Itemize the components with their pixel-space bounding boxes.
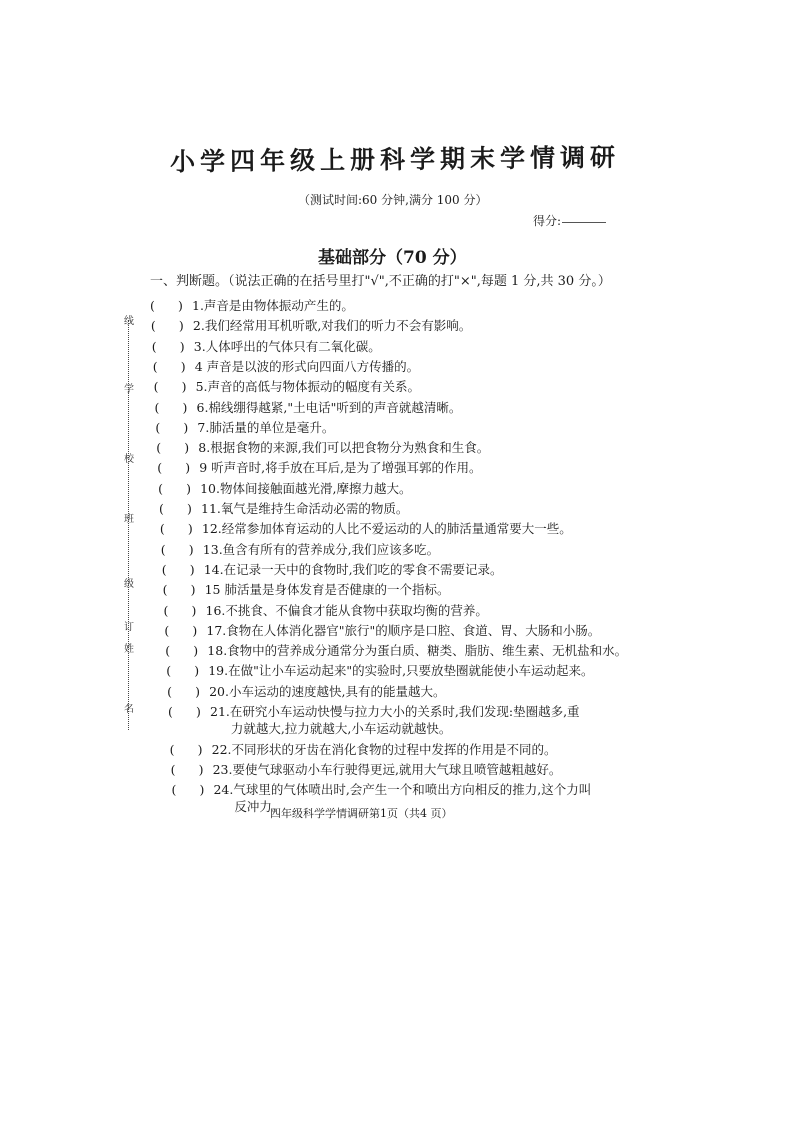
open-paren: ( (152, 358, 158, 374)
close-paren: ) (182, 399, 188, 415)
open-paren: ( (166, 663, 172, 679)
open-paren: ( (158, 480, 163, 496)
answer-parentheses[interactable] (164, 622, 206, 640)
close-paren: ) (185, 460, 191, 476)
question-row (170, 741, 557, 759)
question-row (171, 761, 562, 779)
close-paren: ) (181, 379, 187, 395)
question-text: 13.鱼含有所有的营养成分,我们应该多吃。 (202, 541, 440, 557)
close-paren: ) (191, 602, 197, 618)
score-blank[interactable] (562, 222, 606, 223)
binding-margin-char: 姓 (124, 644, 134, 655)
close-paren: ) (188, 541, 194, 557)
answer-parentheses[interactable] (158, 480, 200, 498)
question-row (162, 561, 503, 579)
question-text: 6.棉线绷得越紧,"土电话"听到的声音就越清晰。 (196, 399, 462, 415)
question-text: 24.气球里的气体喷出时,会产生一个和喷出方向相反的推力,这个力叫 (213, 782, 592, 798)
question-row (164, 622, 600, 640)
question-row (165, 642, 627, 660)
close-paren: ) (194, 663, 200, 679)
answer-parentheses[interactable] (167, 683, 209, 701)
question-text: 21.在研究小车运动快慢与拉力大小的关系时,我们发现:垫圈越多,重 (210, 704, 580, 719)
answer-parentheses[interactable] (171, 781, 213, 799)
open-paren: ( (151, 338, 157, 354)
open-paren: ( (160, 541, 166, 557)
answer-parentheses[interactable] (160, 520, 202, 538)
open-paren: ( (153, 379, 159, 395)
open-paren: ( (154, 399, 160, 415)
answer-parentheses[interactable] (165, 642, 207, 660)
section-heading: 基础部分（70 分） (318, 248, 467, 268)
open-paren: ( (169, 741, 175, 757)
close-paren: ) (195, 683, 200, 699)
open-paren: ( (159, 501, 164, 516)
open-paren: ( (161, 561, 167, 577)
question-row (157, 459, 481, 477)
question-row (153, 358, 419, 376)
answer-parentheses[interactable] (166, 662, 208, 680)
close-paren: ) (199, 782, 205, 798)
close-paren: ) (178, 318, 184, 334)
open-paren: ( (150, 298, 155, 313)
question-text: 19.在做"让小车运动起来"的实验时,只要放垫圈就能使小车运动起来。 (208, 663, 594, 679)
close-paren: ) (189, 561, 195, 577)
question-row (171, 781, 591, 799)
question-text-continuation: 反冲力。 (234, 799, 285, 815)
section-instruction: 一、判断题。（说法正确的在括号里打"√",不正确的打"×",每题 1 分,共 30 分。） (150, 274, 611, 289)
close-paren: ) (193, 643, 199, 659)
open-paren: ( (150, 318, 156, 334)
question-text: 3.人体呼出的气体只有二氧化碳。 (193, 338, 381, 354)
open-paren: ( (157, 460, 163, 476)
answer-parentheses[interactable] (152, 338, 194, 356)
question-text: 9 听声音时,将手放在耳后,是为了增强耳郭的作用。 (199, 460, 482, 476)
open-paren: ( (159, 521, 165, 537)
question-text: 7.肺活量的单位是毫升。 (197, 419, 335, 435)
answer-parentheses[interactable] (162, 561, 204, 579)
question-row (160, 520, 572, 538)
close-paren: ) (197, 741, 203, 757)
answer-parentheses[interactable] (151, 317, 193, 335)
question-text: 1.声音是由物体振动产生的。 (192, 298, 354, 313)
page-title: 小学四年级上册科学期末学情调研 (169, 142, 621, 177)
question-text-continuation: 力就越大,拉力就越大,小车运动就越快。 (230, 721, 452, 737)
binding-margin-char: 订 (124, 622, 134, 633)
close-paren: ) (183, 419, 189, 435)
close-paren: ) (178, 298, 183, 313)
close-paren: ) (196, 704, 201, 719)
answer-parentheses[interactable] (155, 419, 197, 437)
question-text: 20.小车运动的速度越快,具有的能量越大。 (209, 683, 446, 699)
open-paren: ( (168, 704, 173, 719)
open-paren: ( (163, 602, 169, 618)
close-paren: ) (180, 358, 186, 374)
answer-parentheses[interactable] (156, 439, 198, 457)
answer-parentheses[interactable] (161, 541, 203, 559)
open-paren: ( (165, 643, 171, 659)
open-paren: ( (167, 683, 172, 699)
question-text: 16.不挑食、不偏食才能从食物中获取均衡的营养。 (205, 602, 488, 618)
open-paren: ( (170, 761, 176, 777)
binding-margin-char: 学 (124, 384, 134, 395)
question-text: 15 肺活量是身体发育是否健康的一个指标。 (204, 582, 450, 598)
question-row (166, 662, 593, 680)
open-paren: ( (162, 582, 168, 598)
open-paren: ( (171, 782, 177, 798)
question-row (161, 541, 439, 559)
answer-parentheses[interactable] (171, 761, 213, 779)
question-row (163, 581, 450, 599)
binding-margin-char: 校 (124, 454, 134, 465)
question-text: 18.食物中的营养成分通常分为蛋白质、糖类、脂肪、维生素、无机盐和水。 (207, 643, 628, 659)
question-row (158, 480, 411, 498)
close-paren: ) (187, 501, 192, 516)
question-text: 11.氧气是维持生命活动必需的物质。 (201, 501, 409, 516)
answer-parentheses[interactable] (157, 459, 199, 477)
question-text: 17.食物在人体消化器官"旅行"的顺序是口腔、食道、胃、大肠和小肠。 (206, 622, 601, 638)
question-text: 14.在记录一天中的食物时,我们吃的零食不需要记录。 (203, 561, 503, 577)
binding-margin-char: 级 (124, 579, 134, 590)
open-paren: ( (155, 419, 161, 435)
exam-subtitle: （测试时间:60 分钟,满分 100 分） (298, 193, 488, 207)
open-paren: ( (156, 440, 162, 456)
close-paren: ) (190, 582, 196, 598)
answer-parentheses[interactable] (170, 741, 212, 759)
question-text: 4 声音是以波的形式向四面八方传播的。 (194, 358, 420, 374)
answer-parentheses[interactable] (155, 399, 197, 417)
answer-parentheses[interactable] (154, 378, 196, 396)
question-text: 8.根据食物的来源,我们可以把食物分为熟食和生食。 (198, 440, 490, 456)
question-text: 23.要使气球驱动小车行驶得更远,就用大气球且喷管越粗越好。 (212, 761, 562, 777)
question-row (167, 683, 445, 701)
open-paren: ( (164, 622, 170, 638)
question-row (151, 317, 471, 335)
close-paren: ) (187, 521, 193, 537)
close-paren: ) (192, 622, 198, 638)
close-paren: ) (179, 338, 185, 354)
question-row (154, 378, 420, 396)
question-row (152, 338, 381, 356)
question-text: 12.经常参加体育运动的人比不爱运动的人的肺活量通常要大一些。 (201, 521, 572, 537)
page-footer: 四年级科学学情调研第1页（共4 页） (270, 807, 453, 820)
question-row (155, 399, 462, 417)
question-row (150, 297, 354, 315)
question-row (164, 602, 488, 620)
question-text: 5.声音的高低与物体振动的幅度有关系。 (195, 379, 421, 395)
question-row (159, 500, 408, 518)
question-row (156, 439, 489, 457)
question-text: 10.物体间接触面越光滑,摩擦力越大。 (200, 480, 412, 496)
question-row (168, 703, 580, 721)
close-paren: ) (186, 480, 191, 496)
question-row (155, 419, 334, 437)
answer-parentheses[interactable] (163, 581, 205, 599)
binding-margin-char: 名 (124, 704, 134, 715)
binding-margin-char: 班 (124, 514, 134, 525)
question-text: 22.不同形状的牙齿在消化食物的过程中发挥的作用是不同的。 (211, 741, 557, 757)
close-paren: ) (198, 761, 204, 777)
answer-parentheses[interactable] (150, 297, 192, 315)
binding-margin-char: 线 (124, 316, 134, 327)
score-label: 得分: (533, 214, 562, 228)
answer-parentheses[interactable] (153, 358, 195, 376)
question-text: 2.我们经常用耳机听歌,对我们的听力不会有影响。 (192, 318, 472, 334)
answer-parentheses[interactable] (164, 602, 206, 620)
answer-parentheses[interactable] (168, 703, 210, 721)
answer-parentheses[interactable] (159, 500, 201, 518)
close-paren: ) (184, 440, 190, 456)
